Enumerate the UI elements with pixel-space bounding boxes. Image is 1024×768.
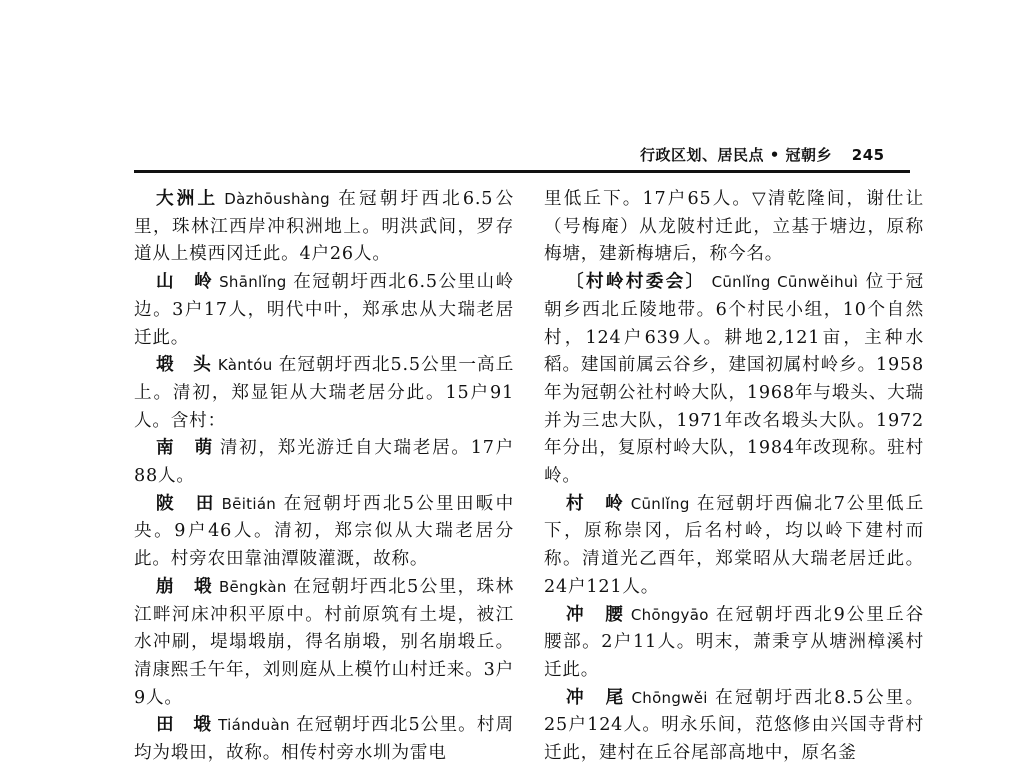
entry-kantou xyxy=(134,352,514,435)
running-header xyxy=(640,144,885,165)
entry-name: 南 萌 xyxy=(156,438,214,459)
entry-pinyin: Tiánduàn xyxy=(218,716,290,735)
entry-name: 陂 田 xyxy=(156,493,216,514)
entry-name: 冲 尾 xyxy=(566,687,626,708)
entry-text: 在冠朝圩西北6.5公里，珠林江西岸冲积洲地上。明洪武间，罗存道从上模西冈迁此。4户26人。 xyxy=(134,189,514,265)
header-title: 行政区划、居民点 • 冠朝乡 xyxy=(640,146,833,164)
entry-text: 在冠朝圩西北5.5公里一高丘上。清初，郑显钜从大瑞老居分此。15户91人。含村： xyxy=(134,355,514,431)
entry-chongwei xyxy=(544,685,924,768)
entry-shanling xyxy=(134,269,514,352)
page-number: 245 xyxy=(851,146,885,164)
entry-dazhoushang xyxy=(134,186,514,269)
entry-pinyin: Bēngkàn xyxy=(218,577,287,596)
entry-pinyin: Shānlǐng xyxy=(219,273,287,292)
entry-name: 山 岭 xyxy=(156,272,214,293)
entry-name: 大洲上 xyxy=(156,189,219,209)
entry-pinyin: Cūnlǐng Cūnwěihuì xyxy=(711,273,859,292)
entry-meitang-continued xyxy=(544,186,924,269)
entry-pinyin: Bēitián xyxy=(221,494,277,513)
entry-text: 清初，郑光游迁自大瑞老居。17户88人。 xyxy=(134,438,514,487)
entry-pinyin: Chōngyāo xyxy=(630,605,709,624)
entry-cunling xyxy=(544,491,924,602)
entry-name: 田 塅 xyxy=(156,715,213,736)
entry-text: 在冠朝圩西北8.5公里。25户124人。明永乐间，范悠修由兴国寺背村迁此，建村在丘谷尾部高地中，原名釜 xyxy=(544,687,924,764)
entry-name: 崩 塅 xyxy=(156,576,213,597)
entry-text: 在冠朝圩西北5公里。村周均为塅田，故称。相传村旁水圳为雷电 xyxy=(134,715,514,764)
entry-text: 里低丘下。17户65人。▽清乾隆间，谢仕让（号梅庵）从龙陂村迁此，立基于塘边，原称梅塘，建新梅塘后，称今名。 xyxy=(544,189,924,265)
header-rule xyxy=(134,170,910,173)
entry-nanmeng xyxy=(134,435,514,490)
entry-name: 村 岭 xyxy=(566,493,625,514)
entry-pinyin: Dàzhōushàng xyxy=(224,190,330,208)
entry-text: 在冠朝圩西北5公里，珠林江畔河床冲积平原中。村前原筑有土堤，被江水冲刷，堤塌塅崩，得名崩塅，别名崩塅丘。清康熙壬午年，刘则庭从上模竹山村迁来。3户9人。 xyxy=(134,576,514,708)
entry-name: 冲 腰 xyxy=(566,604,625,625)
entry-bengkan xyxy=(134,574,514,713)
entry-text: 在冠朝圩西北6.5公里山岭边。3户17人，明代中叶，郑承忠从大瑞老居迁此。 xyxy=(134,272,514,348)
entry-text: 在冠朝圩西北9公里丘谷腰部。2户11人。明末，萧秉亨从塘洲樟溪村迁此。 xyxy=(544,604,924,680)
entry-chongyao xyxy=(544,602,924,685)
entry-pinyin: Chōngwěi xyxy=(631,688,708,707)
entry-pinyin: Kàntóu xyxy=(217,356,273,375)
left-column xyxy=(134,186,514,768)
entry-name: 〔村岭村委会〕 xyxy=(566,272,706,293)
right-column xyxy=(544,186,924,768)
entry-tianduan xyxy=(134,712,514,767)
entry-text: 位于冠朝乡西北丘陵地带。6个村民小组，10个自然村，124户639人。耕地2,121亩，主种水稻。建国前属云谷乡，建国初属村岭乡。1958年为冠朝公社村岭大队，1968年与塅头、大瑞并为三忠大队，1971年改名塅头大队。1972年分出，复原村岭大队，1984年改现称。驻村岭。 xyxy=(544,272,924,487)
entry-pinyin: Cūnlǐng xyxy=(630,494,690,513)
entry-text: 在冠朝圩西北5公里田畈中央。9户46人。清初，郑宗似从大瑞老居分此。村旁农田靠油潭陂灌溉，故称。 xyxy=(134,493,514,570)
entry-name: 塅 头 xyxy=(156,355,212,376)
entry-beitian xyxy=(134,491,514,574)
entry-text: 在冠朝圩西偏北7公里低丘下，原称崇冈，后名村岭，均以岭下建村而称。清道光乙酉年，郑棠昭从大瑞老居迁此。24户121人。 xyxy=(544,493,924,597)
entry-cunling-committee xyxy=(544,269,924,491)
